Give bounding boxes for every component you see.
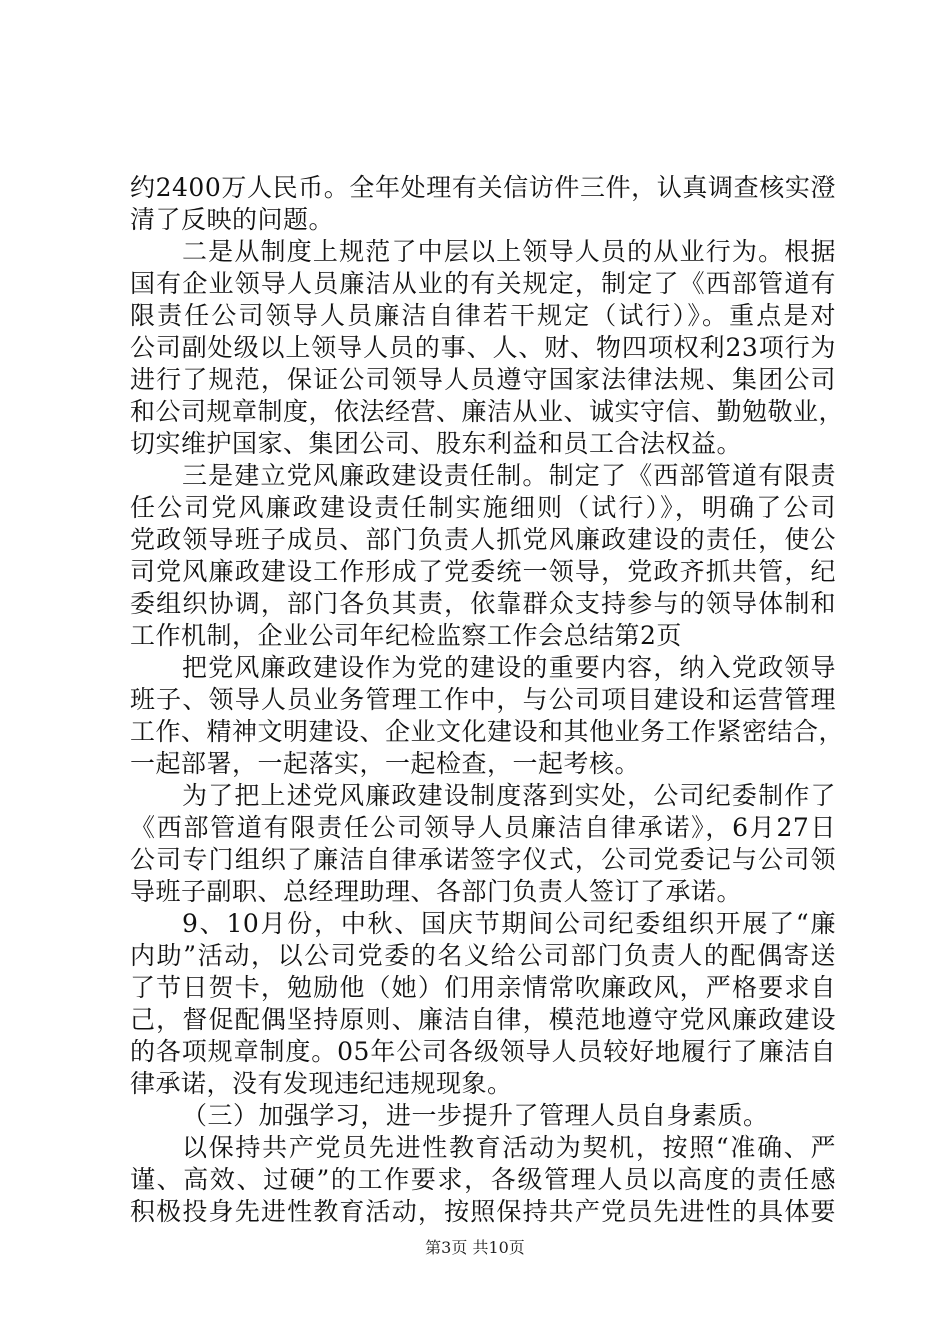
text-line: 9、10月份，中秋、国庆节期间公司纪委组织开展了“廉 xyxy=(182,909,836,938)
document-body xyxy=(130,172,845,1228)
text-line: 导班子副职、总经理助理、各部门负责人签订了承诺。 xyxy=(130,877,743,906)
page-number-info: 第3页 共10页 xyxy=(425,1238,525,1257)
text-line: 司党风廉政建设工作形成了党委统一领导，党政齐抓共管，纪 xyxy=(130,557,836,586)
page-footer xyxy=(0,1238,950,1258)
text-line: 的各项规章制度。05年公司各级领导人员较好地履行了廉洁自 xyxy=(130,1037,836,1066)
text-line: 委组织协调，部门各负其责，依靠群众支持参与的领导体制和 xyxy=(130,589,836,618)
text-line: 和公司规章制度，依法经营、廉洁从业、诚实守信、勤勉敬业， xyxy=(130,397,845,426)
text-line: 班子、领导人员业务管理工作中，与公司项目建设和运营管理 xyxy=(130,685,836,714)
text-line: 积极投身先进性教育活动，按照保持共产党员先进性的具体要 xyxy=(130,1197,836,1226)
text-line: 三是建立党风廉政建设责任制。制定了《西部管道有限责 xyxy=(182,461,836,490)
text-line: 以保持共产党员先进性教育活动为契机，按照“准确、严 xyxy=(182,1133,836,1162)
text-line: 二是从制度上规范了中层以上领导人员的从业行为。根据 xyxy=(182,237,836,266)
text-line: 谨、高效、过硬”的工作要求，各级管理人员以高度的责任感 xyxy=(130,1165,836,1194)
text-line: 为了把上述党风廉政建设制度落到实处，公司纪委制作了 xyxy=(182,781,836,810)
text-line: 内助”活动，以公司党委的名义给公司部门负责人的配偶寄送 xyxy=(130,941,836,970)
text-line: 工作机制，企业公司年纪检监察工作会总结第2页 xyxy=(130,621,682,650)
text-line: 限责任公司领导人员廉洁自律若干规定（试行）》。重点是对 xyxy=(130,301,836,330)
text-line: 一起部署，一起落实，一起检查，一起考核。 xyxy=(130,749,641,778)
text-line: 己，督促配偶坚持原则、廉洁自律，模范地遵守党风廉政建设 xyxy=(130,1005,836,1034)
text-line: 律承诺，没有发现违纪违规现象。 xyxy=(130,1069,513,1098)
text-line: 任公司党风廉政建设责任制实施细则（试行）》，明确了公司 xyxy=(130,493,836,522)
text-line: 切实维护国家、集团公司、股东利益和员工合法权益。 xyxy=(130,429,743,458)
text-line: 《西部管道有限责任公司领导人员廉洁自律承诺》，6月27日 xyxy=(130,813,836,842)
text-line: 把党风廉政建设作为党的建设的重要内容，纳入党政领导 xyxy=(182,653,836,682)
text-line: 清了反映的问题。 xyxy=(130,205,335,234)
text-line: 党政领导班子成员、部门负责人抓党风廉政建设的责任，使公 xyxy=(130,525,836,554)
text-line: 约2400万人民币。全年处理有关信访件三件，认真调查核实澄 xyxy=(130,173,836,202)
text-line: 工作、精神文明建设、企业文化建设和其他业务工作紧密结合， xyxy=(130,717,845,746)
text-line: 了节日贺卡，勉励他（她）们用亲情常吹廉政风，严格要求自 xyxy=(130,973,836,1002)
text-line: 进行了规范，保证公司领导人员遵守国家法律法规、集团公司 xyxy=(130,365,836,394)
text-line: 国有企业领导人员廉洁从业的有关规定，制定了《西部管道有 xyxy=(130,269,836,298)
text-line: 公司专门组织了廉洁自律承诺签字仪式，公司党委记与公司领 xyxy=(130,845,836,874)
section-heading: （三）加强学习，进一步提升了管理人员自身素质。 xyxy=(182,1101,769,1130)
text-line: 公司副处级以上领导人员的事、人、财、物四项权利23项行为 xyxy=(130,333,836,362)
